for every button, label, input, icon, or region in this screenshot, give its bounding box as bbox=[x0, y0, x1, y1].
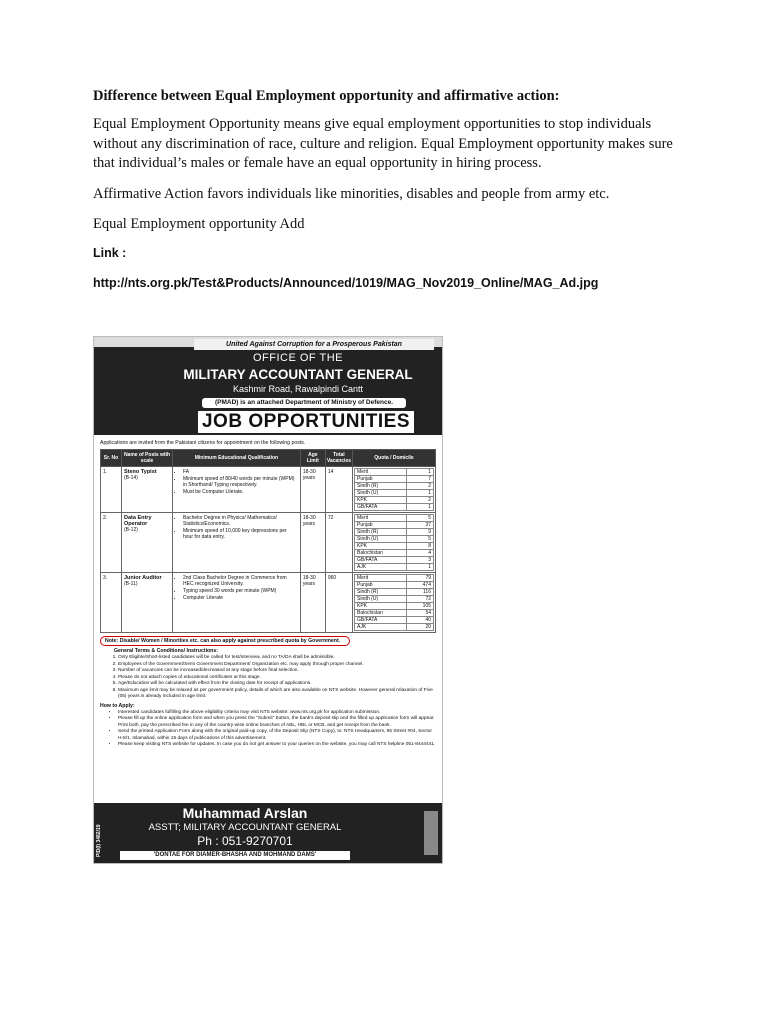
post-name: Steno Typist bbox=[124, 469, 157, 475]
list-item: 3. Number of vacancies can be increased/decreased at any stage before final selection. bbox=[118, 668, 436, 675]
how-to-apply-title: How to Apply: bbox=[100, 702, 135, 709]
quota-row bbox=[355, 497, 434, 504]
quota-count: 105 bbox=[407, 603, 434, 610]
qualification-item: • FA bbox=[183, 469, 298, 475]
quota-row bbox=[355, 610, 434, 617]
list-item: 5. Age/Education will be calculated with effect from the closing date for receipt of applications. bbox=[118, 681, 436, 688]
quota-region: Balochistan bbox=[355, 550, 407, 557]
quota-row bbox=[355, 589, 434, 596]
qualification-item: • Minimum speed of 80/40 words per minute (WPM) in Shorthand/ Typing respectively. bbox=[183, 476, 298, 488]
logo-icon bbox=[424, 811, 438, 855]
cell-vacancies: 72 bbox=[325, 513, 352, 573]
quota-region: Sindh (U) bbox=[355, 596, 407, 603]
quota-region: GB/FATA bbox=[355, 617, 407, 624]
quota-row bbox=[355, 504, 434, 511]
quota-region: Merit bbox=[355, 469, 407, 476]
cell-vacancies: 14 bbox=[325, 467, 352, 513]
ad-contact-title: ASSTT; MILITARY ACCOUNTANT GENERAL bbox=[148, 822, 342, 833]
quota-row bbox=[355, 624, 434, 631]
quota-region: Merit bbox=[355, 515, 407, 522]
post-scale: (B-14) bbox=[124, 475, 138, 481]
post-scale: (B-12) bbox=[124, 527, 138, 533]
qualification-item: • 2nd Class Bachelor Degree in Commerce from HEC recognized University. bbox=[183, 575, 298, 587]
cell-age: 18-30 years bbox=[300, 513, 325, 573]
table-row bbox=[101, 467, 436, 513]
jobs-table-body bbox=[101, 467, 436, 633]
quota-row bbox=[355, 476, 434, 483]
quota-count: 2 bbox=[407, 497, 434, 504]
cell-quota bbox=[353, 513, 436, 573]
ad-note: Note: Disable/ Women / Minorities etc. can also apply against prescribed quota by Government. bbox=[100, 636, 350, 646]
apply-list bbox=[108, 710, 436, 749]
quota-count: 1 bbox=[407, 504, 434, 511]
qualification-item: • Typing speed 30 words per minute (WPM) bbox=[183, 588, 298, 594]
cell-qualification bbox=[173, 573, 301, 633]
ad-office: OFFICE OF THE bbox=[252, 352, 344, 364]
quota-count: 474 bbox=[407, 582, 434, 589]
cell-post bbox=[122, 467, 173, 513]
list-item: 6. Maximum age limit may be relaxed as per government policy, details of which are also available on NTS website. However general relaxation of Five (05) years is already included in age limit. bbox=[118, 688, 436, 701]
quota-row bbox=[355, 490, 434, 497]
quota-count: 54 bbox=[407, 610, 434, 617]
ad-slogan: United Against Corruption for a Prosperous Pakistan bbox=[194, 339, 434, 350]
quota-region: Sindh (R) bbox=[355, 483, 407, 490]
post-name: Data Entry Operator bbox=[124, 515, 152, 527]
cell-qualification bbox=[173, 513, 301, 573]
quota-count: 1 bbox=[407, 490, 434, 497]
paragraph-add: Equal Employment opportunity Add bbox=[93, 216, 305, 232]
quota-region: GB/FATA bbox=[355, 504, 407, 511]
quota-region: Sindh (R) bbox=[355, 529, 407, 536]
ad-intro: Applications are invited from the Pakistani citizens for appointment on the following posts. bbox=[100, 440, 306, 446]
quota-row bbox=[355, 522, 434, 529]
header-post: Name of Posts with scale bbox=[122, 450, 173, 467]
quota-region: Sindh (U) bbox=[355, 490, 407, 497]
document-heading: Difference between Equal Employment opportunity and affirmative action: bbox=[93, 88, 560, 104]
header-qualification: Minimum Educational Qualification bbox=[173, 450, 301, 467]
quota-count: 79 bbox=[407, 575, 434, 582]
post-scale: (B-11) bbox=[124, 581, 138, 587]
quota-count: 8 bbox=[407, 543, 434, 550]
quota-count: 1 bbox=[407, 564, 434, 571]
quota-row bbox=[355, 596, 434, 603]
quota-row bbox=[355, 550, 434, 557]
ad-dontae-banner: 'DONTAE FOR DIAMER-BHASHA AND MOHMAND DAMS' bbox=[120, 851, 350, 860]
list-item: 1. Only Eligible/Short-listed candidates will be called for test/interview, and no TA/DA shall be admissible. bbox=[118, 655, 436, 662]
list-item: • Please keep visiting NTS website for updates. In case you do not get answer to your queries on the website, you may call NTS helpline 051-8444441. bbox=[118, 742, 436, 749]
ad-title: JOB OPPORTUNITIES bbox=[198, 411, 414, 433]
quota-region: AJK bbox=[355, 564, 407, 571]
quota-row bbox=[355, 515, 434, 522]
quota-count: 5 bbox=[407, 515, 434, 522]
list-item: 4. Please do not attach copies of educational certificates at this stage. bbox=[118, 675, 436, 682]
quota-row bbox=[355, 617, 434, 624]
quota-count: 7 bbox=[407, 476, 434, 483]
quota-region: GB/FATA bbox=[355, 557, 407, 564]
quota-count: 116 bbox=[407, 589, 434, 596]
ad-contact-phone: Ph : 051-9270701 bbox=[197, 834, 293, 848]
ad-footer bbox=[94, 803, 442, 863]
quota-row bbox=[355, 536, 434, 543]
quota-region: Balochistan bbox=[355, 610, 407, 617]
quota-count: 37 bbox=[407, 522, 434, 529]
quota-count: 2 bbox=[407, 483, 434, 490]
quota-row bbox=[355, 582, 434, 589]
cell-post bbox=[122, 573, 173, 633]
cell-sr: 1. bbox=[101, 467, 122, 513]
quota-count: 20 bbox=[407, 624, 434, 631]
quota-row bbox=[355, 557, 434, 564]
cell-vacancies: 960 bbox=[325, 573, 352, 633]
cell-post bbox=[122, 513, 173, 573]
list-item: • Send the printed Application Form along with the original paid-up copy, of the Deposit Slip (NTS Copy), to: NTS Headquarters, 96 Street #04, Sector H-8/1, Islamabad, within 15 days of publications of this advertisement. bbox=[118, 729, 436, 742]
header-age: Age Limit bbox=[300, 450, 325, 467]
quota-row bbox=[355, 469, 434, 476]
quota-region: Punjab bbox=[355, 582, 407, 589]
quota-region: Sindh (R) bbox=[355, 589, 407, 596]
ad-pmad: (PMAD) is an attached Department of Ministry of Defence. bbox=[202, 398, 406, 408]
quota-count: 40 bbox=[407, 617, 434, 624]
quota-region: AJK bbox=[355, 624, 407, 631]
quota-row bbox=[355, 529, 434, 536]
quota-region: Punjab bbox=[355, 522, 407, 529]
cell-age: 18-30 years bbox=[300, 573, 325, 633]
quota-region: KPK bbox=[355, 497, 407, 504]
cell-quota bbox=[353, 573, 436, 633]
quota-count: 3 bbox=[407, 557, 434, 564]
quota-region: KPK bbox=[355, 603, 407, 610]
terms-list bbox=[108, 655, 436, 701]
quota-count: 4 bbox=[407, 550, 434, 557]
quota-count: 72 bbox=[407, 596, 434, 603]
table-row bbox=[101, 513, 436, 573]
jobs-table bbox=[100, 449, 436, 633]
paragraph-eeo: Equal Employment Opportunity means give equal employment opportunities to stop individuals without any discrimination of race, culture and religion. Equal Employment opportunity makes sure that individual’s males or female have an equal opportunity in hiring process. bbox=[93, 116, 673, 171]
link-url[interactable]: http://nts.org.pk/Test&Products/Announced/1019/MAG_Nov2019_Online/MAG_Ad.jpg bbox=[93, 275, 599, 290]
quota-row bbox=[355, 603, 434, 610]
quota-region: Punjab bbox=[355, 476, 407, 483]
table-row bbox=[101, 573, 436, 633]
ad-contact-name: Muhammad Arslan bbox=[182, 805, 308, 821]
qualification-item: • Computer Literate bbox=[183, 595, 298, 601]
quota-region: Merit bbox=[355, 575, 407, 582]
document-body bbox=[93, 88, 683, 303]
quota-row bbox=[355, 564, 434, 571]
cell-sr: 2. bbox=[101, 513, 122, 573]
cell-qualification bbox=[173, 467, 301, 513]
header-sr: Sr. No bbox=[101, 450, 122, 467]
quota-region: Sindh (U) bbox=[355, 536, 407, 543]
list-item: 2. Employees of the Government/Semi Government Department/ Organization etc. may apply through proper channel. bbox=[118, 662, 436, 669]
post-name: Junior Auditor bbox=[124, 575, 162, 581]
ad-address: Kashmir Road, Rawalpindi Cantt bbox=[232, 384, 364, 394]
list-item: • Please fill up the online application form and when you press the "Submit" button, the bank's deposit slip and the filled up application form will appear. Print both, pay the prescribed fee in any of the country-wise online branches of ABL, HBL or MCB, and get receipt from the bank. bbox=[118, 716, 436, 729]
ad-pid: PID(I) 3482/19 bbox=[96, 824, 102, 857]
job-advertisement-image bbox=[93, 336, 443, 864]
cell-quota bbox=[353, 467, 436, 513]
ad-org-name: MILITARY ACCOUNTANT GENERAL bbox=[183, 367, 413, 382]
quota-region: KPK bbox=[355, 543, 407, 550]
qualification-item: • Must be Computer Literate. bbox=[183, 489, 298, 495]
quota-row bbox=[355, 543, 434, 550]
link-label: Link : bbox=[93, 245, 127, 260]
list-item: • Interested candidates fulfilling the above eligibility criteria may visit NTS website: www.nts.org.pk for application submission. bbox=[118, 710, 436, 717]
quota-row bbox=[355, 575, 434, 582]
ad-header bbox=[94, 337, 442, 435]
jobs-table-header bbox=[101, 450, 436, 467]
quota-count: 9 bbox=[407, 529, 434, 536]
cell-age: 18-30 years bbox=[300, 467, 325, 513]
quota-row bbox=[355, 483, 434, 490]
cell-sr: 3. bbox=[101, 573, 122, 633]
terms-title: General Terms & Conditions/ Instructions: bbox=[114, 648, 218, 654]
quota-count: 5 bbox=[407, 536, 434, 543]
header-vacancies: Total Vacancies bbox=[325, 450, 352, 467]
paragraph-affirmative: Affirmative Action favors individuals like minorities, disables and people from army etc. bbox=[93, 185, 610, 202]
qualification-item: • Bachelor Degree in Physics/ Mathematics/ Statistics/Economics. bbox=[183, 515, 298, 527]
qualification-item: • Minimum speed of 10,000 key depressions per hour for data entry. bbox=[183, 528, 298, 540]
header-quota: Quota / Domicile bbox=[353, 450, 436, 467]
quota-count: 1 bbox=[407, 469, 434, 476]
